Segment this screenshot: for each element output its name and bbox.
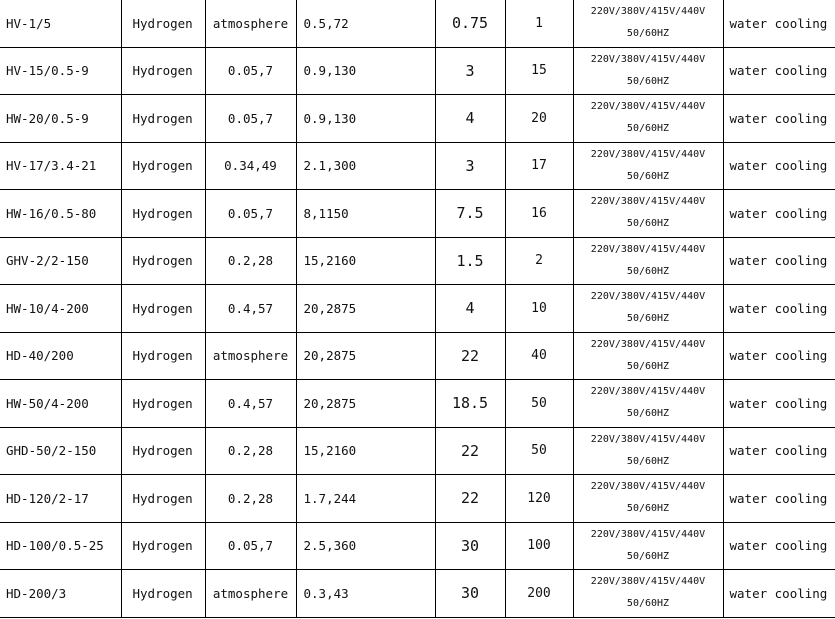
flow-cell: 0.5,72 [296,0,435,47]
model-cell: HW-16/0.5-80 [0,190,121,238]
frequency-text: 50/60HZ [626,598,670,610]
table-row [0,427,835,475]
table-row [0,190,835,238]
frequency-text: 50/60HZ [626,360,670,372]
table-row [0,237,835,285]
frequency-text: 50/60HZ [626,75,670,87]
voltage-text: 220V/380V/415V/440V [590,6,706,18]
voltage-cell [573,237,723,285]
speed-cell: 40 [505,332,573,380]
speed-cell: 16 [505,190,573,238]
model-cell: HW-10/4-200 [0,285,121,333]
power-cell: 22 [435,332,505,380]
cooling-cell: water cooling [723,142,835,190]
gas-cell: Hydrogen [121,522,205,570]
voltage-text: 220V/380V/415V/440V [590,196,706,208]
cooling-cell: water cooling [723,380,835,428]
table-row [0,47,835,95]
flow-cell: 15,2160 [296,427,435,475]
gas-cell: Hydrogen [121,570,205,618]
frequency-text: 50/60HZ [626,123,670,135]
table-row [0,142,835,190]
power-cell: 4 [435,285,505,333]
pressure-cell: 0.4,57 [205,380,296,428]
gas-cell: Hydrogen [121,0,205,47]
gas-cell: Hydrogen [121,380,205,428]
pressure-cell: 0.2,28 [205,237,296,285]
gas-cell: Hydrogen [121,190,205,238]
voltage-text: 220V/380V/415V/440V [590,291,706,303]
flow-cell: 0.9,130 [296,47,435,95]
model-cell: HV-17/3.4-21 [0,142,121,190]
pressure-cell: 0.4,57 [205,285,296,333]
voltage-text: 220V/380V/415V/440V [590,338,706,350]
pressure-cell: 0.05,7 [205,95,296,143]
gas-cell: Hydrogen [121,332,205,380]
pressure-cell: 0.05,7 [205,47,296,95]
speed-cell: 120 [505,475,573,523]
flow-cell: 0.9,130 [296,95,435,143]
speed-cell: 100 [505,522,573,570]
model-cell: GHV-2/2-150 [0,237,121,285]
power-cell: 0.75 [435,0,505,47]
voltage-cell [573,427,723,475]
speed-cell: 50 [505,427,573,475]
flow-cell: 1.7,244 [296,475,435,523]
power-cell: 3 [435,142,505,190]
cooling-cell: water cooling [723,332,835,380]
voltage-cell [573,190,723,238]
pressure-cell: atmosphere [205,570,296,618]
speed-cell: 20 [505,95,573,143]
speed-cell: 10 [505,285,573,333]
table-row [0,332,835,380]
cooling-cell: water cooling [723,570,835,618]
model-cell: HW-20/0.5-9 [0,95,121,143]
pressure-cell: atmosphere [205,0,296,47]
frequency-text: 50/60HZ [626,313,670,325]
model-cell: HW-50/4-200 [0,380,121,428]
pressure-cell: 0.05,7 [205,190,296,238]
table-row [0,380,835,428]
model-cell: GHD-50/2-150 [0,427,121,475]
voltage-cell [573,380,723,428]
power-cell: 7.5 [435,190,505,238]
table-row [0,95,835,143]
flow-cell: 20,2875 [296,285,435,333]
table-row [0,475,835,523]
voltage-cell [573,332,723,380]
voltage-cell [573,95,723,143]
voltage-text: 220V/380V/415V/440V [590,148,706,160]
table-row [0,285,835,333]
frequency-text: 50/60HZ [626,503,670,515]
model-cell: HV-1/5 [0,0,121,47]
power-cell: 22 [435,427,505,475]
cooling-cell: water cooling [723,95,835,143]
power-cell: 1.5 [435,237,505,285]
gas-cell: Hydrogen [121,427,205,475]
voltage-text: 220V/380V/415V/440V [590,386,706,398]
power-cell: 18.5 [435,380,505,428]
cooling-cell: water cooling [723,47,835,95]
cooling-cell: water cooling [723,0,835,47]
cooling-cell: water cooling [723,475,835,523]
model-cell: HV-15/0.5-9 [0,47,121,95]
table-row [0,570,835,618]
voltage-text: 220V/380V/415V/440V [590,243,706,255]
gas-cell: Hydrogen [121,95,205,143]
gas-cell: Hydrogen [121,285,205,333]
speed-cell: 200 [505,570,573,618]
frequency-text: 50/60HZ [626,408,670,420]
power-cell: 30 [435,570,505,618]
voltage-cell [573,0,723,47]
frequency-text: 50/60HZ [626,265,670,277]
model-cell: HD-40/200 [0,332,121,380]
cooling-cell: water cooling [723,427,835,475]
voltage-cell [573,285,723,333]
gas-cell: Hydrogen [121,142,205,190]
voltage-cell [573,47,723,95]
flow-cell: 20,2875 [296,380,435,428]
cooling-cell: water cooling [723,190,835,238]
voltage-text: 220V/380V/415V/440V [590,481,706,493]
flow-cell: 2.1,300 [296,142,435,190]
table-row [0,522,835,570]
speed-cell: 50 [505,380,573,428]
cooling-cell: water cooling [723,522,835,570]
frequency-text: 50/60HZ [626,550,670,562]
gas-cell: Hydrogen [121,475,205,523]
model-cell: HD-200/3 [0,570,121,618]
model-cell: HD-120/2-17 [0,475,121,523]
voltage-cell [573,570,723,618]
voltage-text: 220V/380V/415V/440V [590,101,706,113]
speed-cell: 17 [505,142,573,190]
frequency-text: 50/60HZ [626,455,670,467]
voltage-text: 220V/380V/415V/440V [590,433,706,445]
speed-cell: 2 [505,237,573,285]
pressure-cell: 0.05,7 [205,522,296,570]
power-cell: 22 [435,475,505,523]
gas-cell: Hydrogen [121,237,205,285]
cooling-cell: water cooling [723,237,835,285]
pressure-cell: 0.2,28 [205,427,296,475]
pressure-cell: atmosphere [205,332,296,380]
voltage-cell [573,142,723,190]
frequency-text: 50/60HZ [626,218,670,230]
voltage-text: 220V/380V/415V/440V [590,53,706,65]
pressure-cell: 0.2,28 [205,475,296,523]
cooling-cell: water cooling [723,285,835,333]
speed-cell: 15 [505,47,573,95]
model-cell: HD-100/0.5-25 [0,522,121,570]
voltage-text: 220V/380V/415V/440V [590,576,706,588]
power-cell: 30 [435,522,505,570]
voltage-cell [573,522,723,570]
frequency-text: 50/60HZ [626,170,670,182]
pressure-cell: 0.34,49 [205,142,296,190]
table-row [0,0,835,47]
voltage-text: 220V/380V/415V/440V [590,528,706,540]
gas-cell: Hydrogen [121,47,205,95]
power-cell: 3 [435,47,505,95]
flow-cell: 20,2875 [296,332,435,380]
frequency-text: 50/60HZ [626,28,670,40]
flow-cell: 8,1150 [296,190,435,238]
speed-cell: 1 [505,0,573,47]
flow-cell: 0.3,43 [296,570,435,618]
power-cell: 4 [435,95,505,143]
flow-cell: 2.5,360 [296,522,435,570]
voltage-cell [573,475,723,523]
flow-cell: 15,2160 [296,237,435,285]
